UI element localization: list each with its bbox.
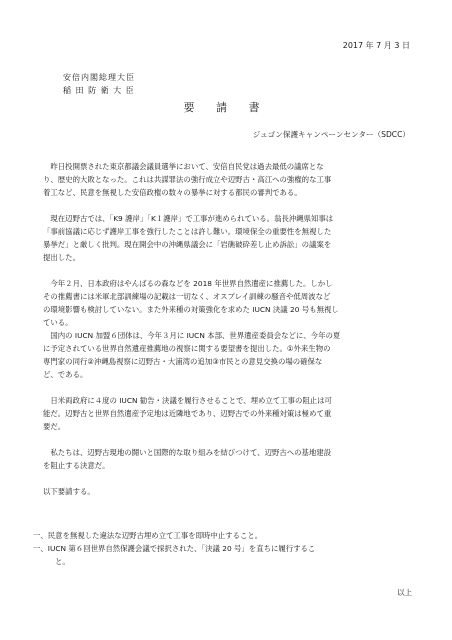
- paragraph-resolve: 私たちは、辺野古現地の闘いと国際的な取り組みを結びつけて、辺野古への基地建設 を阻止する決意だ。: [43, 448, 332, 470]
- request-item-2-continuation: と。: [55, 557, 70, 566]
- paragraph-iucn-members: 国内の IUCN 加盟６団体は、今年３月に IUCN 本部、世界遺産委員会などに、今年の夏 に予定されている世界自然遺産推薦地の視察に関する要望書を提出した。①外来生物の 専門家の同行②沖縄島視察に辺野古・大浦湾の追加③市民との意見交換の場の確保な ど、である。: [43, 331, 341, 379]
- recipient-prime-minister: 安倍内閣総理大臣: [63, 73, 135, 82]
- document-body: [43, 160, 413, 498]
- request-item-2: 一、IUCN 第６回世界自然保護会議で採択された、「決議 20 号」を直ちに履行するこ: [33, 544, 316, 553]
- paragraph-requests-intro: 以下要請する。: [43, 487, 95, 496]
- sender-organization: ジュゴン保護キャンペーンセンター（SDCC）: [252, 130, 410, 139]
- document-date: 2017 年 7 月 3 日: [342, 41, 410, 50]
- recipients: [63, 71, 135, 97]
- paragraph-election: 昨日投開票された東京都議会議員選挙において、安倍自民党は過去最低の議席とな り、歴史的大敗となった。これは共謀罪法の強行成立や辺野古・高江への強権的な工事 着工など、民意を無視した安倍政権の数々の暴挙に対する都民の審判である。: [43, 162, 332, 197]
- paragraph-iucn-recommendations: 日米両政府に４度の IUCN 勧告・決議を履行させることで、埋め立て工事の阻止は可 能だ。辺野古と世界自然遺産予定地は近隣地であり、辺野古での外来種対策は極めて重 要だ。: [43, 396, 332, 431]
- recipient-defense-minister: 稲 田 防 衛 大 臣: [63, 86, 135, 95]
- request-item-1: 一、民意を無視した違法な辺野古埋め立て工事を即時中止すること。: [33, 531, 263, 540]
- paragraph-world-heritage: 今年２月、日本政府はやんばるの森などを 2018 年世界自然遺産に推薦した。しかし その推薦書には米軍北部訓練場の記載は一切なく、オスプレイ訓練の騒音や低周波など の環境影響も検討していない。また外来種の対策強化を求めた IUCN 決議 20 号も無視し ている。: [43, 279, 339, 327]
- closing-mark: 以上: [397, 588, 412, 597]
- paragraph-henoko-works: 現在辺野古では、「K9 護岸」「K１護岸」で工事が進められている。翁長沖縄県知事は 「事前協議に応じず護岸工事を強行したことは許し難い。環境保全の重要性を無視した 暴挙だ」と厳しく批判。現在開会中の沖縄県議会に「岩礁破砕差し止め訴訟」の議案を 提出した。: [43, 214, 334, 262]
- request-list: [33, 529, 413, 568]
- document-title: 要 請 書: [183, 101, 269, 114]
